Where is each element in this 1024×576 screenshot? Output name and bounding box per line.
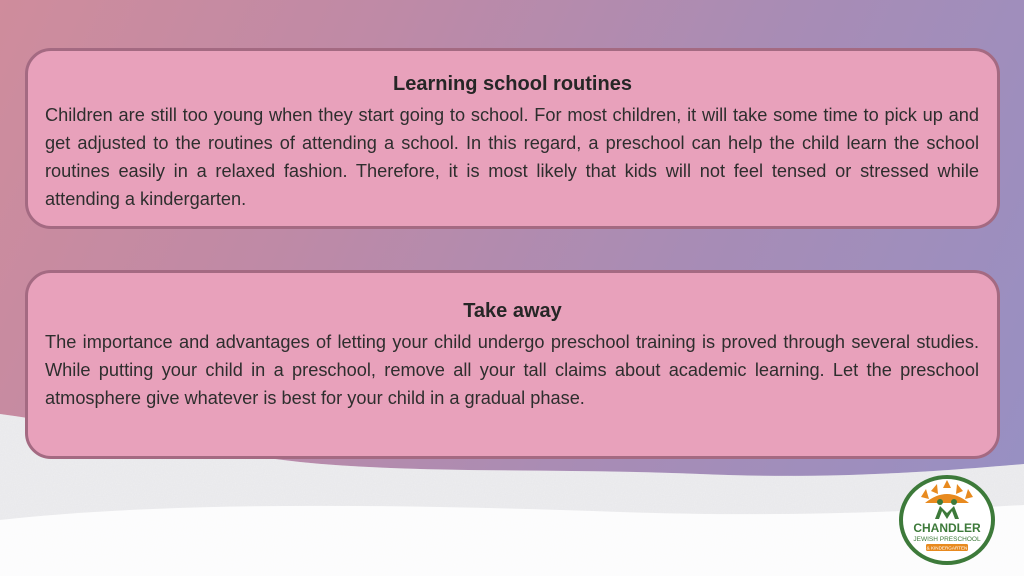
logo-banner: & KINDERGARTEN bbox=[926, 545, 968, 551]
card-body-text: The importance and advantages of letting your child undergo preschool training is proved through several studies. While putting your child in a preschool, remove all your tall claims about academic learning. Let the preschool atmosphere give whatever is best for your child in a gradual phase. bbox=[45, 332, 979, 408]
card-title: Learning school routines bbox=[393, 73, 632, 95]
card-body-text: Children are still too young when they start going to school. For most children, it will take some time to pick up and get adjusted to the routines of attending a school. In this regard, a preschool can help the child learn the school routines easily in a relaxed fashion. Therefore, it is most likely that kids will not feel tensed or stressed while attending a kindergarten. bbox=[45, 105, 979, 209]
logo-name-line2: JEWISH PRESCHOOL bbox=[913, 536, 981, 543]
white-bottom bbox=[0, 505, 1024, 576]
logo-name-line1: CHANDLER bbox=[913, 521, 981, 535]
chandler-preschool-logo bbox=[899, 475, 995, 565]
card-title: Take away bbox=[463, 300, 562, 322]
take-away-card bbox=[25, 270, 1000, 459]
learning-routines-card bbox=[25, 48, 1000, 229]
